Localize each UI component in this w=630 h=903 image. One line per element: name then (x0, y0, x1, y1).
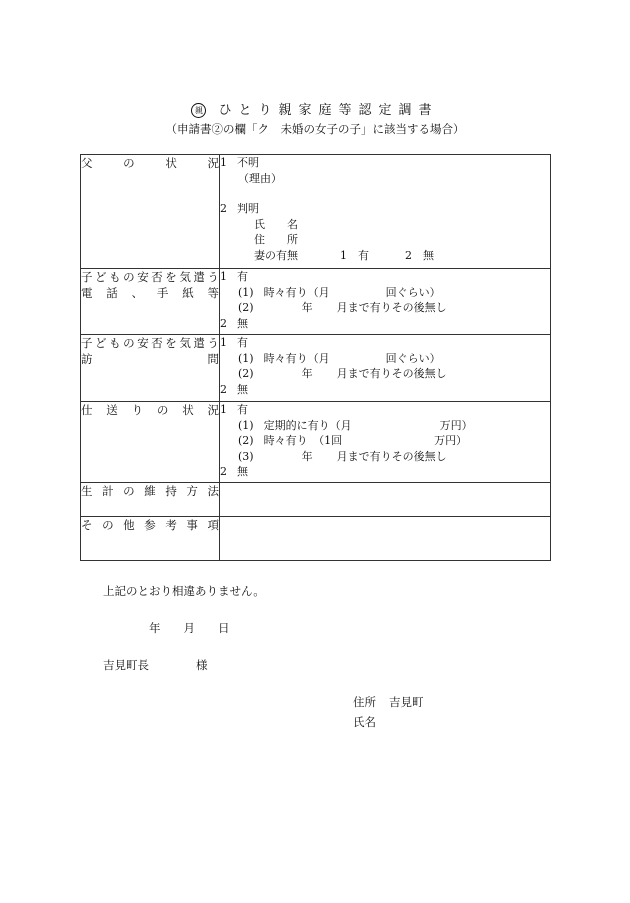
label-visits (81, 335, 220, 402)
label-line: 生 計 の 維 持 方 法 (81, 484, 219, 498)
option-yes: 有 (237, 270, 248, 283)
option-no: 無 (237, 465, 248, 478)
option-no: 無 (237, 382, 248, 396)
row-livelihood (81, 483, 551, 517)
until-label: 月まで有りその後無し (336, 367, 447, 380)
field-phone-letters[interactable] (220, 269, 551, 335)
declaration-text: 上記のとおり相違ありません。 (103, 584, 265, 598)
field-remittance[interactable] (220, 402, 551, 483)
label-livelihood (81, 483, 220, 517)
row-phone-letters (81, 269, 551, 335)
man-yen-label: 万円） (439, 418, 473, 432)
option-number: 2 (220, 202, 227, 215)
label-line: そ の 他 参 考 事 項 (81, 518, 219, 532)
sub-option-number: (2) (238, 301, 254, 314)
honorific-text: 様 (196, 658, 208, 672)
wife-label: 妻の有無 (254, 248, 298, 262)
times-label: 回ぐらい） (385, 351, 441, 365)
field-other-notes[interactable] (220, 517, 551, 561)
label-remittance (81, 402, 220, 483)
label-phone-letters (81, 269, 220, 335)
label-line: 訪 問 (81, 352, 219, 366)
sometimes-label: 時々有り（月 (263, 285, 330, 299)
date-field[interactable]: 年 月 日 (149, 621, 230, 635)
sometimes-label: 時々有り （1回 (263, 434, 343, 447)
man-yen-label: 万円） (434, 434, 468, 447)
label-line: 子 ど も の 安 否 を 気 遣 う (81, 270, 219, 284)
row-father-status (81, 155, 551, 269)
wife-option-no[interactable]: 2 無 (405, 248, 434, 262)
option-no: 無 (237, 316, 248, 330)
address-value[interactable]: 吉見町 (389, 695, 424, 709)
label-line: 仕 送 り の 状 況 (81, 403, 219, 417)
row-visits (81, 335, 551, 402)
sub-option-number: (3) (238, 449, 254, 463)
name-label: 氏名 (353, 715, 376, 729)
sub-option-number: (1) (238, 285, 254, 299)
year-label: 年 (301, 367, 313, 380)
field-father-status[interactable] (220, 155, 551, 269)
father-name-label: 氏 名 (254, 217, 298, 231)
year-label: 年 (301, 301, 313, 314)
option-number: 2 (220, 465, 227, 478)
row-other-notes (81, 517, 551, 561)
survey-table (80, 154, 551, 561)
option-unknown: 不明 (237, 156, 259, 169)
field-visits[interactable] (220, 335, 551, 402)
father-address-label: 住 所 (254, 233, 298, 246)
document-subtitle: （申請書②の欄「ク 未婚の女子の子」に該当する場合） (165, 122, 465, 136)
sub-option-number: (1) (238, 418, 254, 432)
title-text: ひとり親家庭等認定調書 (218, 103, 439, 118)
address-label: 住所 (353, 695, 376, 709)
option-number: 2 (220, 316, 227, 330)
parent-seal-mark: 親 (191, 103, 206, 118)
label-line: 子 ど も の 安 否 を 気 遣 う (81, 336, 219, 350)
year-label: 年 (301, 449, 313, 463)
row-remittance (81, 402, 551, 483)
sometimes-label: 時々有り（月 (263, 351, 330, 365)
option-number: 1 (220, 336, 227, 349)
addressee-text: 吉見町長 (103, 658, 149, 672)
times-label: 回ぐらい） (385, 285, 441, 299)
option-number: 1 (220, 156, 227, 169)
field-livelihood[interactable] (220, 483, 551, 517)
sub-option-number: (2) (238, 367, 254, 380)
option-yes: 有 (237, 336, 248, 349)
option-yes: 有 (237, 403, 248, 416)
sub-option-number: (2) (238, 434, 254, 447)
label-other-notes (81, 517, 220, 561)
document-title (0, 99, 630, 118)
option-number: 2 (220, 382, 227, 396)
until-label: 月まで有りその後無し (336, 449, 447, 463)
reason-label: （理由） (238, 171, 282, 185)
option-number: 1 (220, 403, 227, 416)
sub-option-number: (1) (238, 351, 254, 365)
regular-label: 定期的に有り（月 (263, 418, 352, 432)
option-known: 判明 (237, 202, 259, 215)
option-number: 1 (220, 270, 227, 283)
label-line: 電 話 、 手 紙 等 (81, 286, 219, 300)
label-father-status (81, 155, 220, 269)
wife-option-yes[interactable]: 1 有 (340, 248, 369, 262)
until-label: 月まで有りその後無し (336, 301, 447, 314)
label-line: 父 の 状 況 (81, 156, 219, 170)
